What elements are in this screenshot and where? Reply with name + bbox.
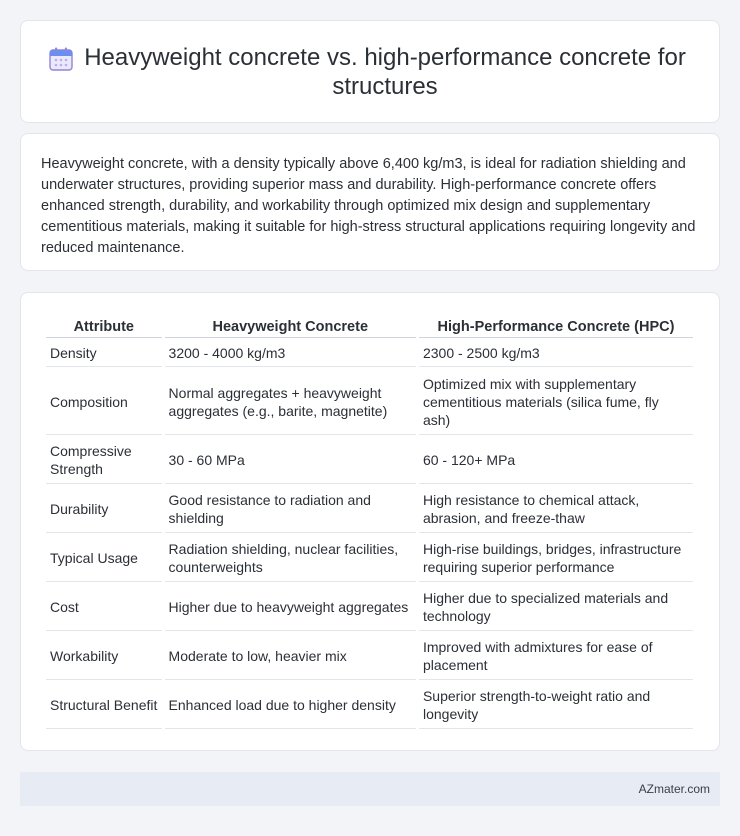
- heavyweight-cell: Radiation shielding, nuclear facilities, counterweights: [165, 535, 416, 582]
- table-row: [46, 437, 693, 484]
- attribute-cell: Workability: [46, 633, 162, 680]
- hpc-cell: Optimized mix with supplementary cementitious materials (silica fume, fly ash): [419, 369, 693, 435]
- table-row: [46, 340, 693, 367]
- attribute-cell: Compressive Strength: [46, 437, 162, 484]
- heavyweight-cell: Enhanced load due to higher density: [165, 682, 416, 729]
- intro-paragraph: Heavyweight concrete, with a density typically above 6,400 kg/m3, is ideal for radiation shielding and underwater structures, providing superior mass and durability. High-performance concrete offers enhanced strength, durability, and workability through optimized mix design and supplementary cementitious materials, making it suitable for high-stress structural applications requiring longevity and reduced maintenance.: [41, 156, 696, 256]
- comparison-table: [43, 314, 696, 731]
- heavyweight-cell: 30 - 60 MPa: [165, 437, 416, 484]
- hpc-cell: Superior strength-to-weight ratio and longevity: [419, 682, 693, 729]
- attribute-cell: Typical Usage: [46, 535, 162, 582]
- table-row: [46, 535, 693, 582]
- table-row: [46, 633, 693, 680]
- footer-source: AZmater.com: [638, 782, 710, 796]
- title-card: [20, 20, 720, 123]
- heavyweight-cell: Good resistance to radiation and shielding: [165, 486, 416, 533]
- attribute-cell: Density: [46, 340, 162, 367]
- table-row: [46, 584, 693, 631]
- header-hpc: High-Performance Concrete (HPC): [419, 316, 693, 338]
- header-heavyweight: Heavyweight Concrete: [165, 316, 416, 338]
- attribute-cell: Composition: [46, 369, 162, 435]
- footer-bar: [20, 772, 720, 806]
- heavyweight-cell: Normal aggregates + heavyweight aggregates (e.g., barite, magnetite): [165, 369, 416, 435]
- comparison-card: [20, 292, 720, 751]
- hpc-cell: High resistance to chemical attack, abrasion, and freeze-thaw: [419, 486, 693, 533]
- hpc-cell: High-rise buildings, bridges, infrastructure requiring superior performance: [419, 535, 693, 582]
- attribute-cell: Cost: [46, 584, 162, 631]
- hpc-cell: Higher due to specialized materials and technology: [419, 584, 693, 631]
- page-title: Heavyweight concrete vs. high-performance concrete for structures: [84, 43, 686, 100]
- intro-card: [20, 133, 720, 271]
- hpc-cell: Improved with admixtures for ease of placement: [419, 633, 693, 680]
- attribute-cell: Durability: [46, 486, 162, 533]
- heavyweight-cell: 3200 - 4000 kg/m3: [165, 340, 416, 367]
- attribute-cell: Structural Benefit: [46, 682, 162, 729]
- heavyweight-cell: Moderate to low, heavier mix: [165, 633, 416, 680]
- table-row: [46, 486, 693, 533]
- table-row: [46, 682, 693, 729]
- heavyweight-cell: Higher due to heavyweight aggregates: [165, 584, 416, 631]
- hpc-cell: 2300 - 2500 kg/m3: [419, 340, 693, 367]
- table-row: [46, 369, 693, 435]
- table-header-row: [46, 316, 693, 338]
- hpc-cell: 60 - 120+ MPa: [419, 437, 693, 484]
- header-attribute: Attribute: [46, 316, 162, 338]
